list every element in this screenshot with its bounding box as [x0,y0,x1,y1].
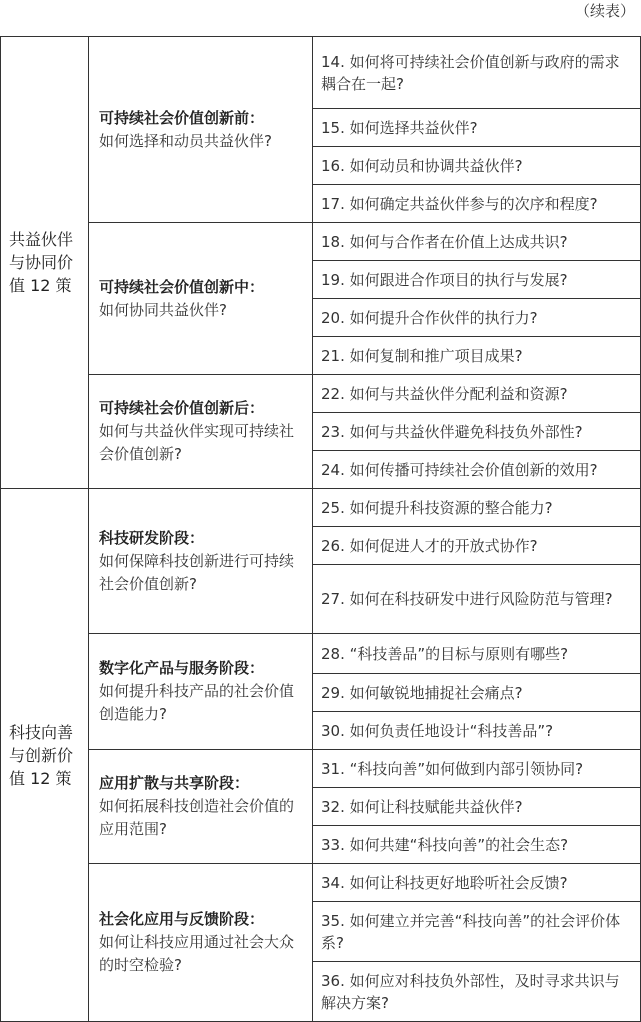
stage-title: 可持续社会价值创新前： [99,108,265,127]
stage-title: 可持续社会价值创新后： [99,399,265,417]
question-cell: 36. 如何应对科技负外部性，及时寻求共识与解决方案? [313,962,641,1022]
question-cell: 27. 如何在科技研发中进行风险防范与管理? [313,565,641,634]
question-cell: 20. 如何提升合作伙伴的执行力? [313,299,641,337]
question-cell: 14. 如何将可持续社会价值创新与政府的需求耦合在一起? [313,37,641,109]
stage-cell [89,375,313,489]
question-cell: 21. 如何复制和推广项目成果? [313,337,641,375]
question-cell: 24. 如何传播可持续社会价值创新的效用? [313,451,641,489]
strategy-table [0,36,641,1022]
question-cell: 35. 如何建立并完善“科技向善”的社会评价体系? [313,902,641,962]
category-cell: 科技向善与创新价值 12 策 [1,489,89,1022]
question-cell: 31. “科技向善”如何做到内部引领协同? [313,750,641,788]
question-cell: 22. 如何与共益伙伴分配利益和资源? [313,375,641,413]
stage-desc: 如何保障科技创新进行可持续社会价值创新? [99,551,295,593]
stage-title: 数字化产品与服务阶段： [99,659,265,677]
question-cell: 15. 如何选择共益伙伴? [313,109,641,147]
stage-cell [89,489,313,634]
stage-desc: 如何协同共益伙伴? [99,300,227,319]
stage-title: 可持续社会价值创新中： [99,277,265,296]
continuation-note: （续表） [574,2,635,20]
stage-title: 社会化应用与反馈阶段： [99,910,265,928]
question-cell: 30. 如何负责任地设计“科技善品”? [313,712,641,750]
question-cell: 18. 如何与合作者在价值上达成共识? [313,223,641,261]
question-cell: 33. 如何共建“科技向善”的社会生态? [313,826,641,864]
stage-title: 应用扩散与共享阶段： [99,774,250,792]
question-cell: 29. 如何敏锐地捕捉社会痛点? [313,674,641,712]
question-cell: 23. 如何与共益伙伴避免科技负外部性? [313,413,641,451]
question-cell: 34. 如何让科技更好地聆听社会反馈? [313,864,641,902]
question-cell: 25. 如何提升科技资源的整合能力? [313,489,641,527]
stage-cell [89,634,313,750]
stage-desc: 如何提升科技产品的社会价值创造能力? [99,682,295,723]
question-cell: 16. 如何动员和协调共益伙伴? [313,147,641,185]
question-cell: 28. “科技善品”的目标与原则有哪些? [313,634,641,674]
stage-desc: 如何选择和动员共益伙伴? [99,131,272,150]
question-cell: 32. 如何让科技赋能共益伙伴? [313,788,641,826]
question-cell: 19. 如何跟进合作项目的执行与发展? [313,261,641,299]
stage-title: 科技研发阶段： [99,528,205,547]
stage-desc: 如何与共益伙伴实现可持续社会价值创新? [99,422,295,463]
stage-cell [89,750,313,864]
stage-cell [89,37,313,223]
question-cell: 26. 如何促进人才的开放式协作? [313,527,641,565]
category-cell: 共益伙伴与协同价值 12 策 [1,37,89,489]
stage-cell [89,223,313,375]
question-cell: 17. 如何确定共益伙伴参与的次序和程度? [313,185,641,223]
stage-desc: 如何拓展科技创造社会价值的应用范围? [99,797,295,838]
stage-cell [89,864,313,1022]
stage-desc: 如何让科技应用通过社会大众的时空检验? [99,933,295,974]
